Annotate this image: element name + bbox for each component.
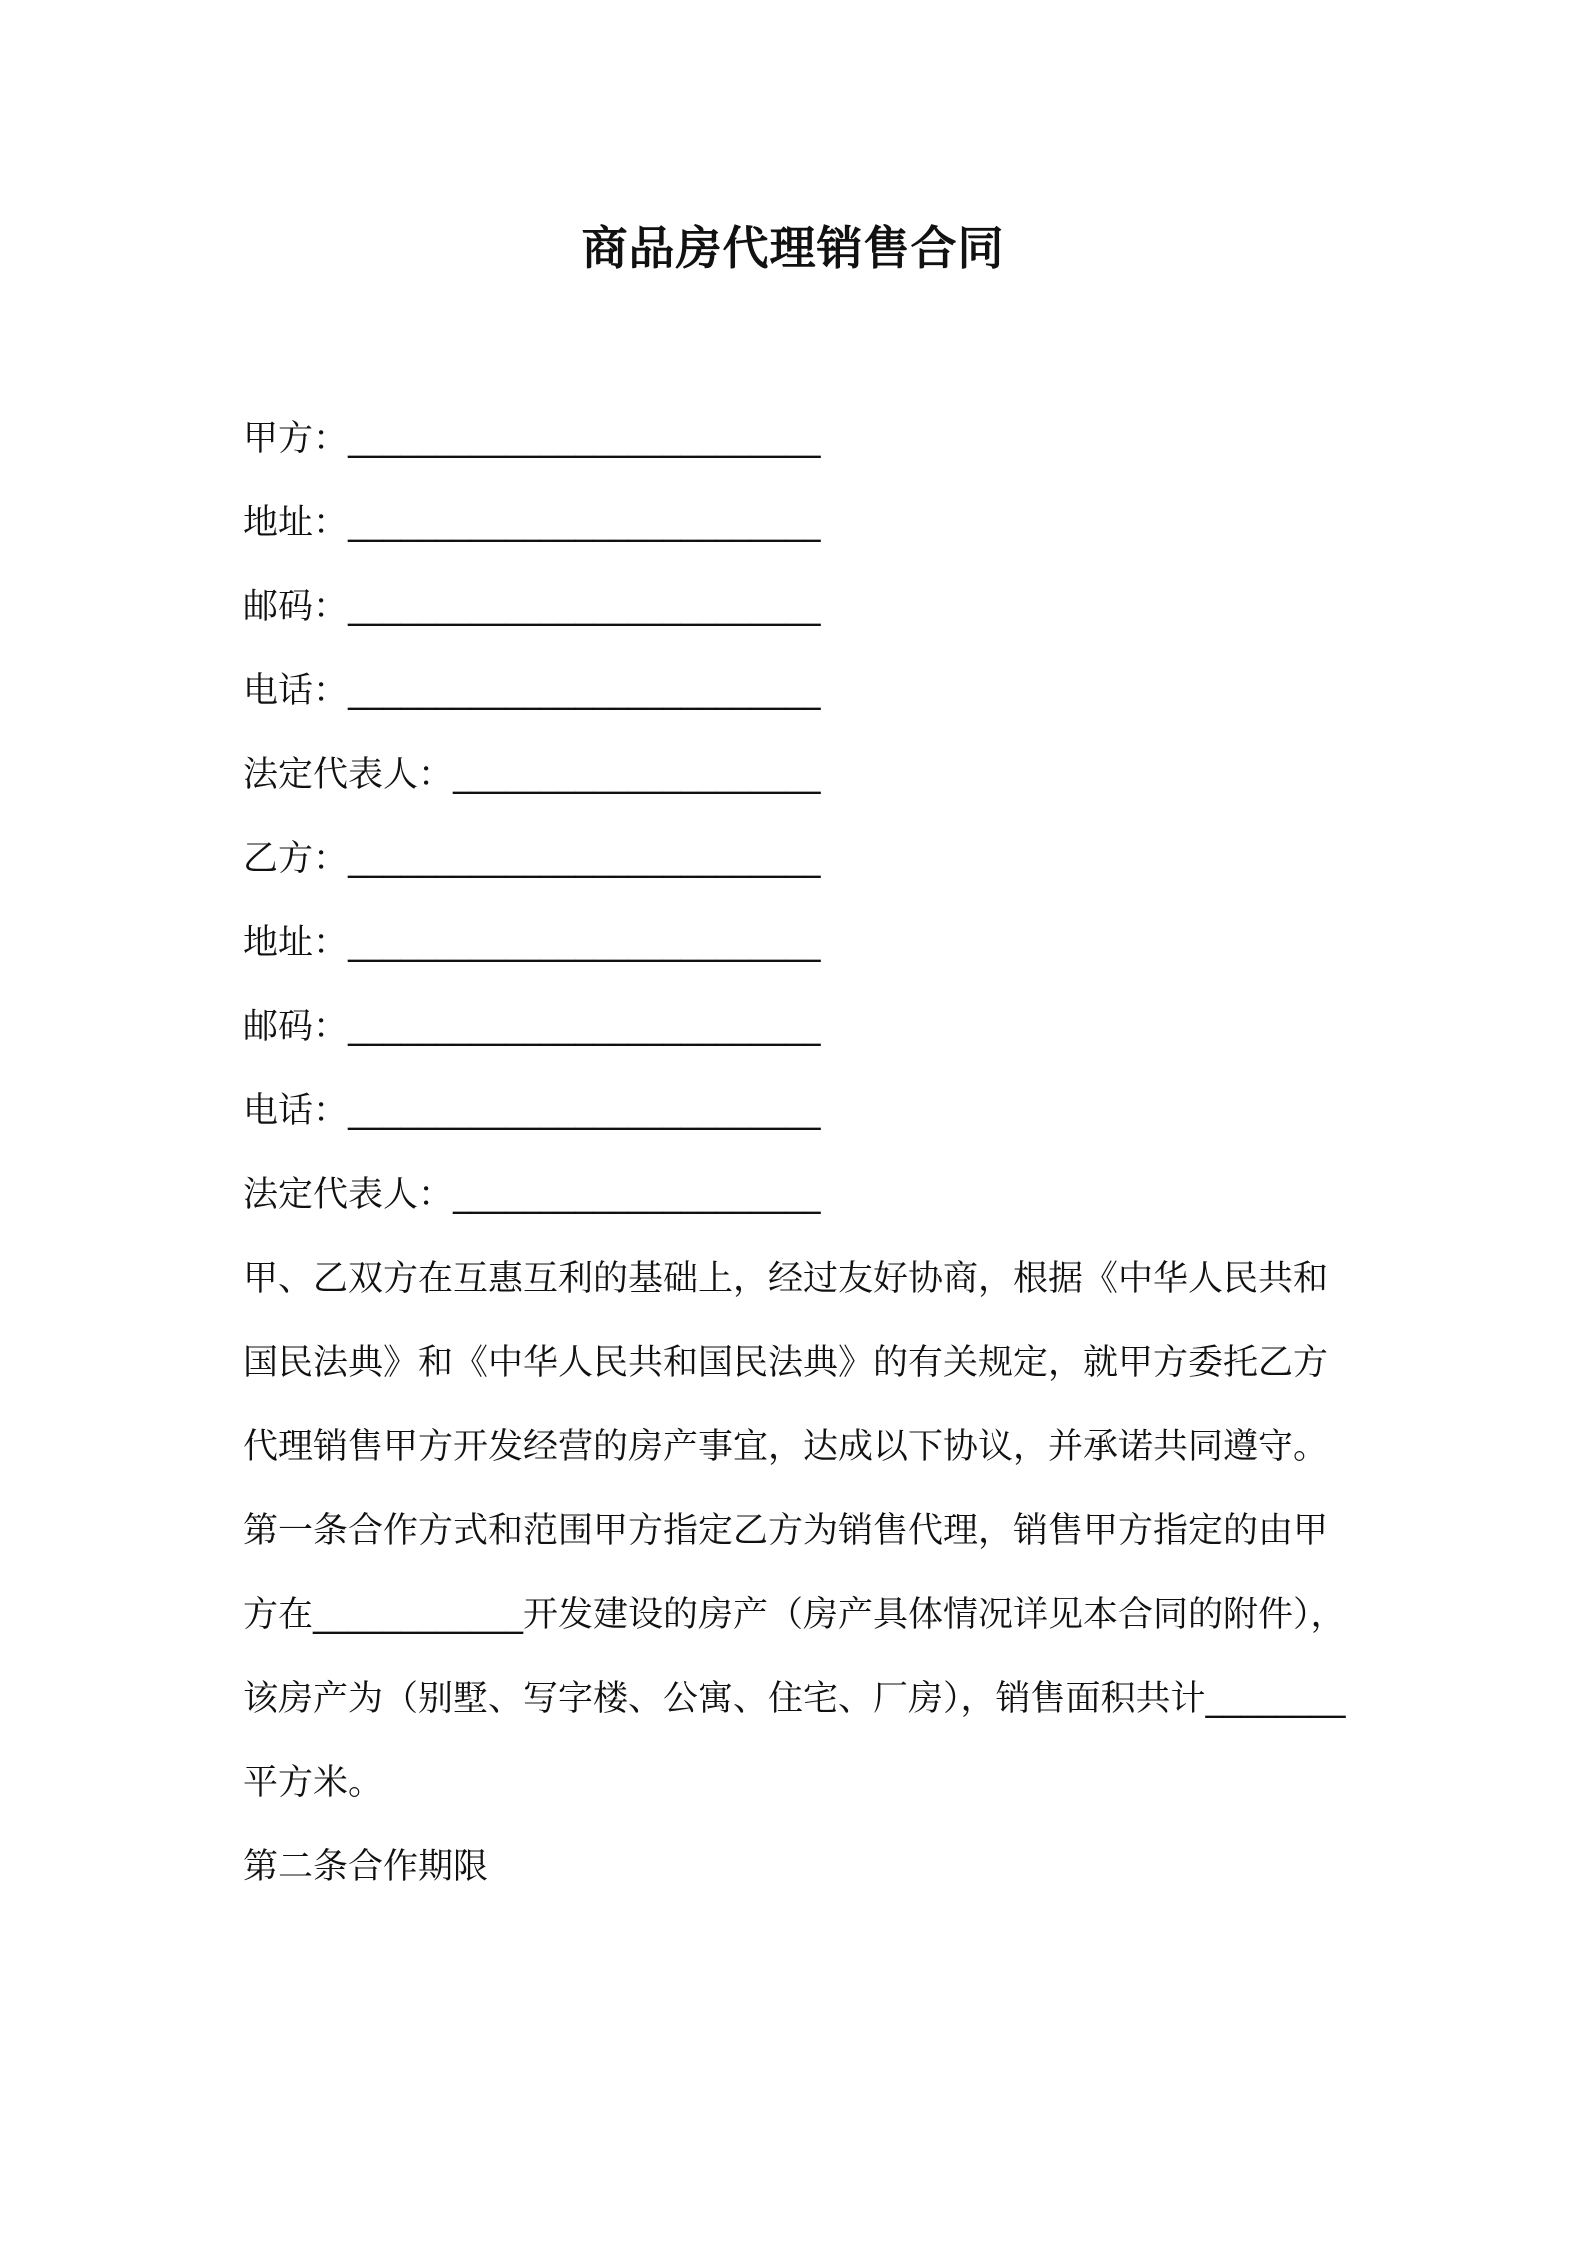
- party-b-zip-line: 邮码：___________________________: [243, 1007, 821, 1047]
- party-b-phone-line: 电话：___________________________: [243, 1091, 821, 1131]
- party-a-name-line: 甲方：___________________________: [243, 419, 821, 459]
- article-2-heading: 第二条合作期限: [243, 1847, 489, 1887]
- preamble-paragraph: 甲、乙双方在互惠互利的基础上，经过友好协商，根据《中华人民共和国民法典》和《中华人民共和国民法典》的有关规定，就甲方委托乙方代理销售甲方开发经营的房产事宜，达成以下协议，并承诺共同遵守。: [243, 1259, 1329, 1467]
- page-title: 商品房代理销售合同: [581, 221, 1005, 275]
- party-b-representative-line: 法定代表人：_____________________: [243, 1175, 821, 1215]
- party-b-name-line: 乙方：___________________________: [243, 839, 821, 879]
- party-a-phone-line: 电话：___________________________: [243, 671, 821, 711]
- party-a-zip-line: 邮码：___________________________: [243, 587, 821, 627]
- article-1-paragraph: 第一条合作方式和范围甲方指定乙方为销售代理，销售甲方指定的由甲方在____________开发建设的房产（房产具体情况详见本合同的附件），该房产为（别墅、写字楼、公寓、住宅、厂房），销售面积共计________平方米。: [243, 1511, 1346, 1803]
- party-a-representative-line: 法定代表人：_____________________: [243, 755, 821, 795]
- party-a-address-line: 地址：___________________________: [243, 503, 821, 543]
- contract-body: [243, 397, 1353, 1909]
- party-b-address-line: 地址：___________________________: [243, 923, 821, 963]
